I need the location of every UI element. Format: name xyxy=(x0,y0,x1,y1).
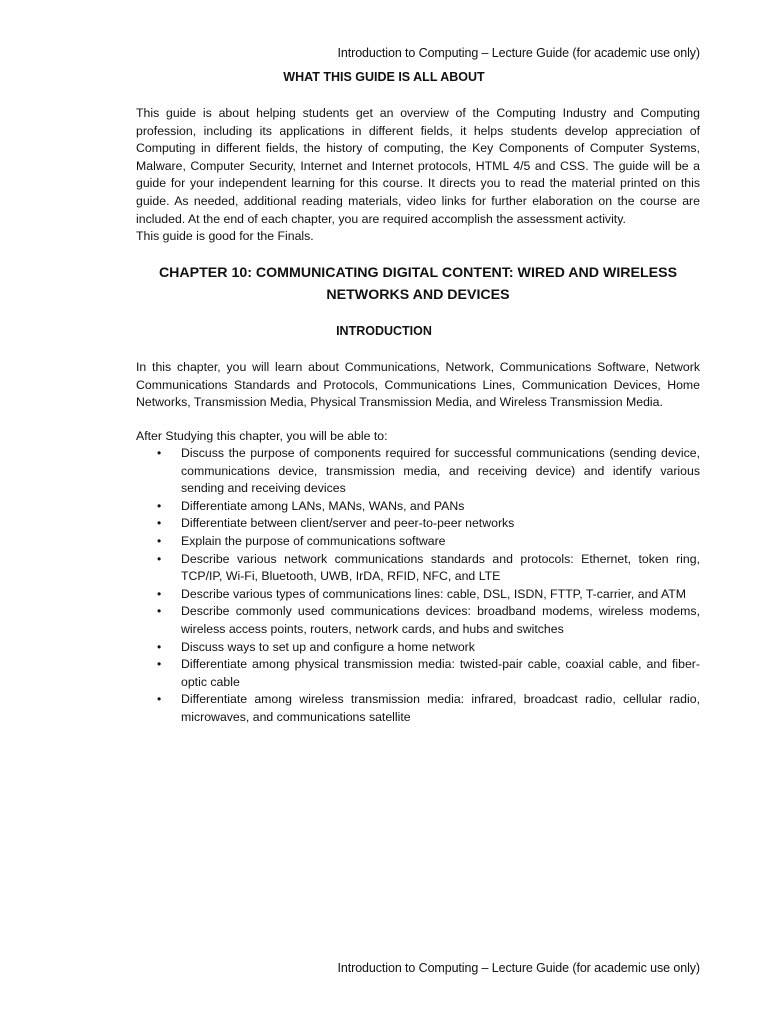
bullet-icon: • xyxy=(157,586,162,601)
objective-item xyxy=(136,515,700,533)
objectives-lead-in: After Studying this chapter, you will be able to: xyxy=(136,429,388,443)
guide-section xyxy=(136,105,700,246)
objective-item xyxy=(136,603,700,638)
objective-text: Explain the purpose of communications software xyxy=(181,533,446,548)
running-header: Introduction to Computing – Lecture Guide (for academic use only) xyxy=(337,46,700,60)
objective-item xyxy=(136,656,700,691)
bullet-icon: • xyxy=(157,498,162,513)
objective-text: Describe various network communications standards and protocols: Ethernet, token ring, TCP/IP, Wi-Fi, Bluetooth, UWB, IrDA, RFID, NFC, and LTE xyxy=(181,551,700,584)
objective-item xyxy=(136,551,700,586)
objective-text: Discuss ways to set up and configure a home network xyxy=(181,639,475,654)
finals-note: This guide is good for the Finals. xyxy=(136,229,314,244)
objective-text: Differentiate among wireless transmission media: infrared, broadcast radio, cellular radio, microwaves, and communications satellite xyxy=(181,692,700,724)
objective-text: Differentiate among physical transmission media: twisted-pair cable, coaxial cable, and fiber-optic cable xyxy=(181,657,700,689)
introduction-section xyxy=(136,359,700,412)
objective-item xyxy=(136,498,700,516)
bullet-icon: • xyxy=(157,446,162,460)
bullet-icon: • xyxy=(157,639,162,654)
bullet-icon: • xyxy=(157,692,162,707)
bullet-icon: • xyxy=(157,533,162,548)
objective-text: Describe various types of communications lines: cable, DSL, ISDN, FTTP, T-carrier, and ATM xyxy=(181,586,687,601)
objective-item xyxy=(136,639,700,657)
objective-item xyxy=(136,586,700,604)
bullet-icon: • xyxy=(157,657,162,672)
objective-item xyxy=(136,533,700,551)
running-footer: Introduction to Computing – Lecture Guide (for academic use only) xyxy=(337,961,700,975)
objective-item xyxy=(136,445,700,498)
objective-text: Differentiate between client/server and peer-to-peer networks xyxy=(181,516,515,531)
introduction-heading: INTRODUCTION xyxy=(336,324,432,338)
bullet-icon: • xyxy=(157,516,162,531)
objective-text: Discuss the purpose of components required for successful communications (sending device, communications device, transmission media, and receiving device) and identify various sending and receiving devices xyxy=(181,446,700,496)
bullet-icon: • xyxy=(157,604,162,619)
objective-text: Describe commonly used communications devices: broadband modems, wireless modems, wireless access points, routers, network cards, and hubs and switches xyxy=(181,604,700,636)
chapter-title: CHAPTER 10: COMMUNICATING DIGITAL CONTENT: WIRED AND WIRELESS NETWORKS AND DEVICES xyxy=(158,265,678,303)
guide-heading: WHAT THIS GUIDE IS ALL ABOUT xyxy=(283,70,485,84)
objective-text: Differentiate among LANs, MANs, WANs, and PANs xyxy=(181,498,465,513)
introduction-paragraph: In this chapter, you will learn about Communications, Network, Communications Software, Network Communications Standards and Protocols, Communications Lines, Communication Devices, Home Networks, Transmission Media, Physical Transmission Media, and Wireless Transmission Media. xyxy=(136,360,700,410)
objective-item xyxy=(136,691,700,726)
guide-paragraph: This guide is about helping students get an overview of the Computing Industry and Computing profession, including its applications in different fields, it helps students develop appreciation of Computing in different fields, the history of computing, the Key Components of Computer Systems, Malware, Computer Security, Internet and Internet protocols, HTML 4/5 and CSS. The guide will be a guide for your independent learning for this course. It directs you to read the material printed on this guide. As needed, additional reading materials, video links for further elaboration on the course are included. At the end of each chapter, you are required accomplish the assessment activity. xyxy=(136,106,700,226)
bullet-icon: • xyxy=(157,551,162,566)
objectives-list xyxy=(136,445,700,727)
